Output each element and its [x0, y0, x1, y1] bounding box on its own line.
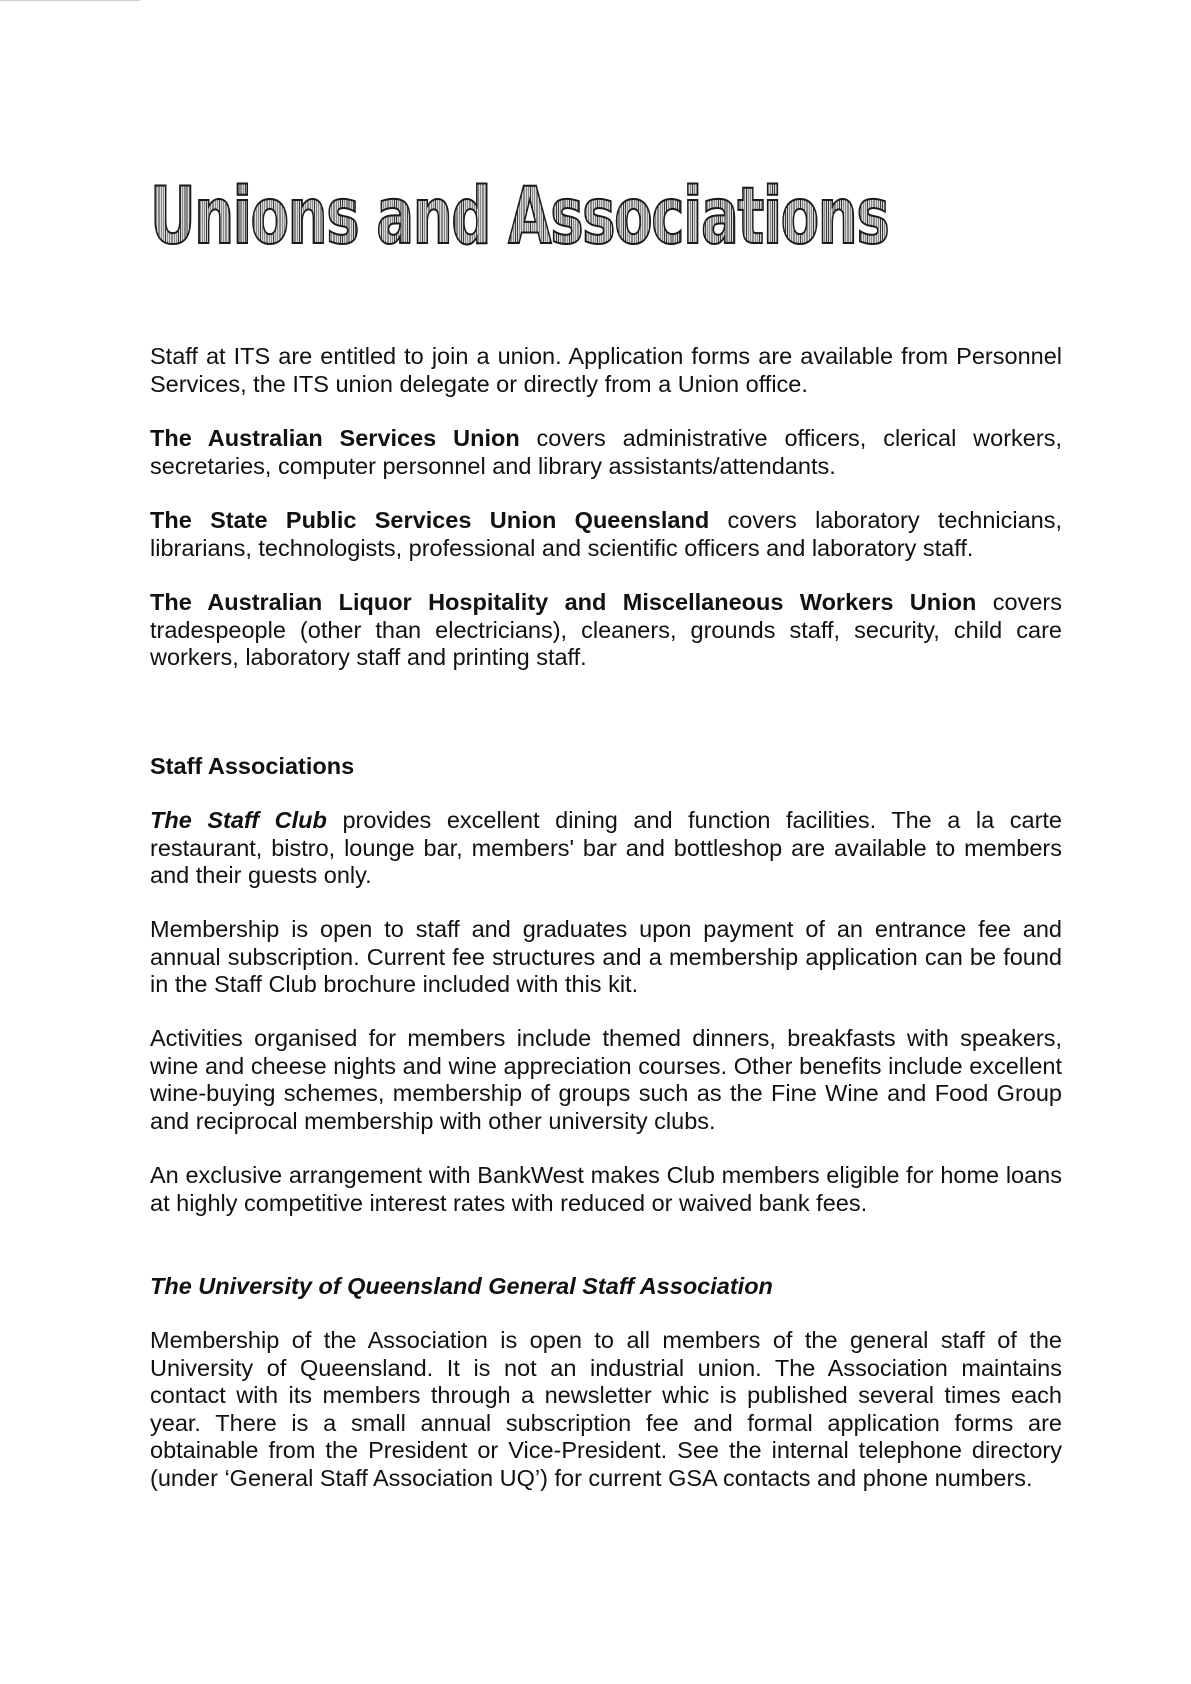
union-paragraph-2 — [150, 507, 1062, 562]
union-name-2: The State Public Services Union Queensland — [150, 507, 710, 533]
bankwest-paragraph: An exclusive arrangement with BankWest makes Club members eligible for home loans at highly competitive interest rates with reduced or waived bank fees. — [150, 1162, 1062, 1216]
union-text-1: covers administrative officers, clerical workers, secretaries, computer personnel and library assistants/attendants. — [150, 425, 1062, 479]
union-text-3: covers tradespeople (other than electricians), cleaners, grounds staff, security, child care workers, laboratory staff and printing staff. — [150, 589, 1062, 670]
union-text-2: covers laboratory technicians, librarians, technologists, professional and scientific officers and laboratory staff. — [150, 507, 1062, 561]
title-wrap — [150, 172, 1175, 262]
staff-club-text: provides excellent dining and function facilities. The a la carte restaurant, bistro, lounge bar, members' bar and bottleshop are available to members and their guests only. — [150, 807, 1062, 888]
staff-club-paragraph — [150, 807, 1062, 890]
activities-paragraph: Activities organised for members include themed dinners, breakfasts with speakers, wine and cheese nights and wine appreciation courses. Other benefits include excellent wine-buying schemes, membership of groups such as the Fine Wine and Food Group and reciprocal membership with other university clubs. — [150, 1025, 1062, 1134]
union-paragraph-3 — [150, 589, 1062, 672]
union-name-1: The Australian Services Union — [150, 425, 520, 451]
intro-paragraph: Staff at ITS are entitled to join a union. Application forms are available from Personnel Services, the ITS union delegate or directly from a Union office. — [150, 343, 1062, 397]
staff-club-name: The Staff Club — [150, 807, 327, 833]
staff-associations-heading: Staff Associations — [150, 753, 355, 779]
gsa-paragraph: Membership of the Association is open to all members of the general staff of the University of Queensland. It is not an industrial union. The Association maintains contact with its members through a newsletter whic is published several times each year. There is a small annual subscription fee and formal application forms are obtainable from the President or Vice-President. See the internal telephone directory (under ‘General Staff Association UQ’) for current GSA contacts and phone numbers. — [150, 1327, 1062, 1491]
union-paragraph-1 — [150, 425, 1062, 480]
scan-artifact — [0, 0, 140, 1]
union-name-3: The Australian Liquor Hospitality and Miscellaneous Workers Union — [150, 589, 977, 615]
gsa-heading: The University of Queensland General Staff Association — [150, 1273, 773, 1299]
page-title: Unions and Associations — [150, 172, 889, 262]
membership-paragraph: Membership is open to staff and graduates upon payment of an entrance fee and annual subscription. Current fee structures and a membership application can be found in the Staff Club brochure included with this kit. — [150, 916, 1062, 997]
